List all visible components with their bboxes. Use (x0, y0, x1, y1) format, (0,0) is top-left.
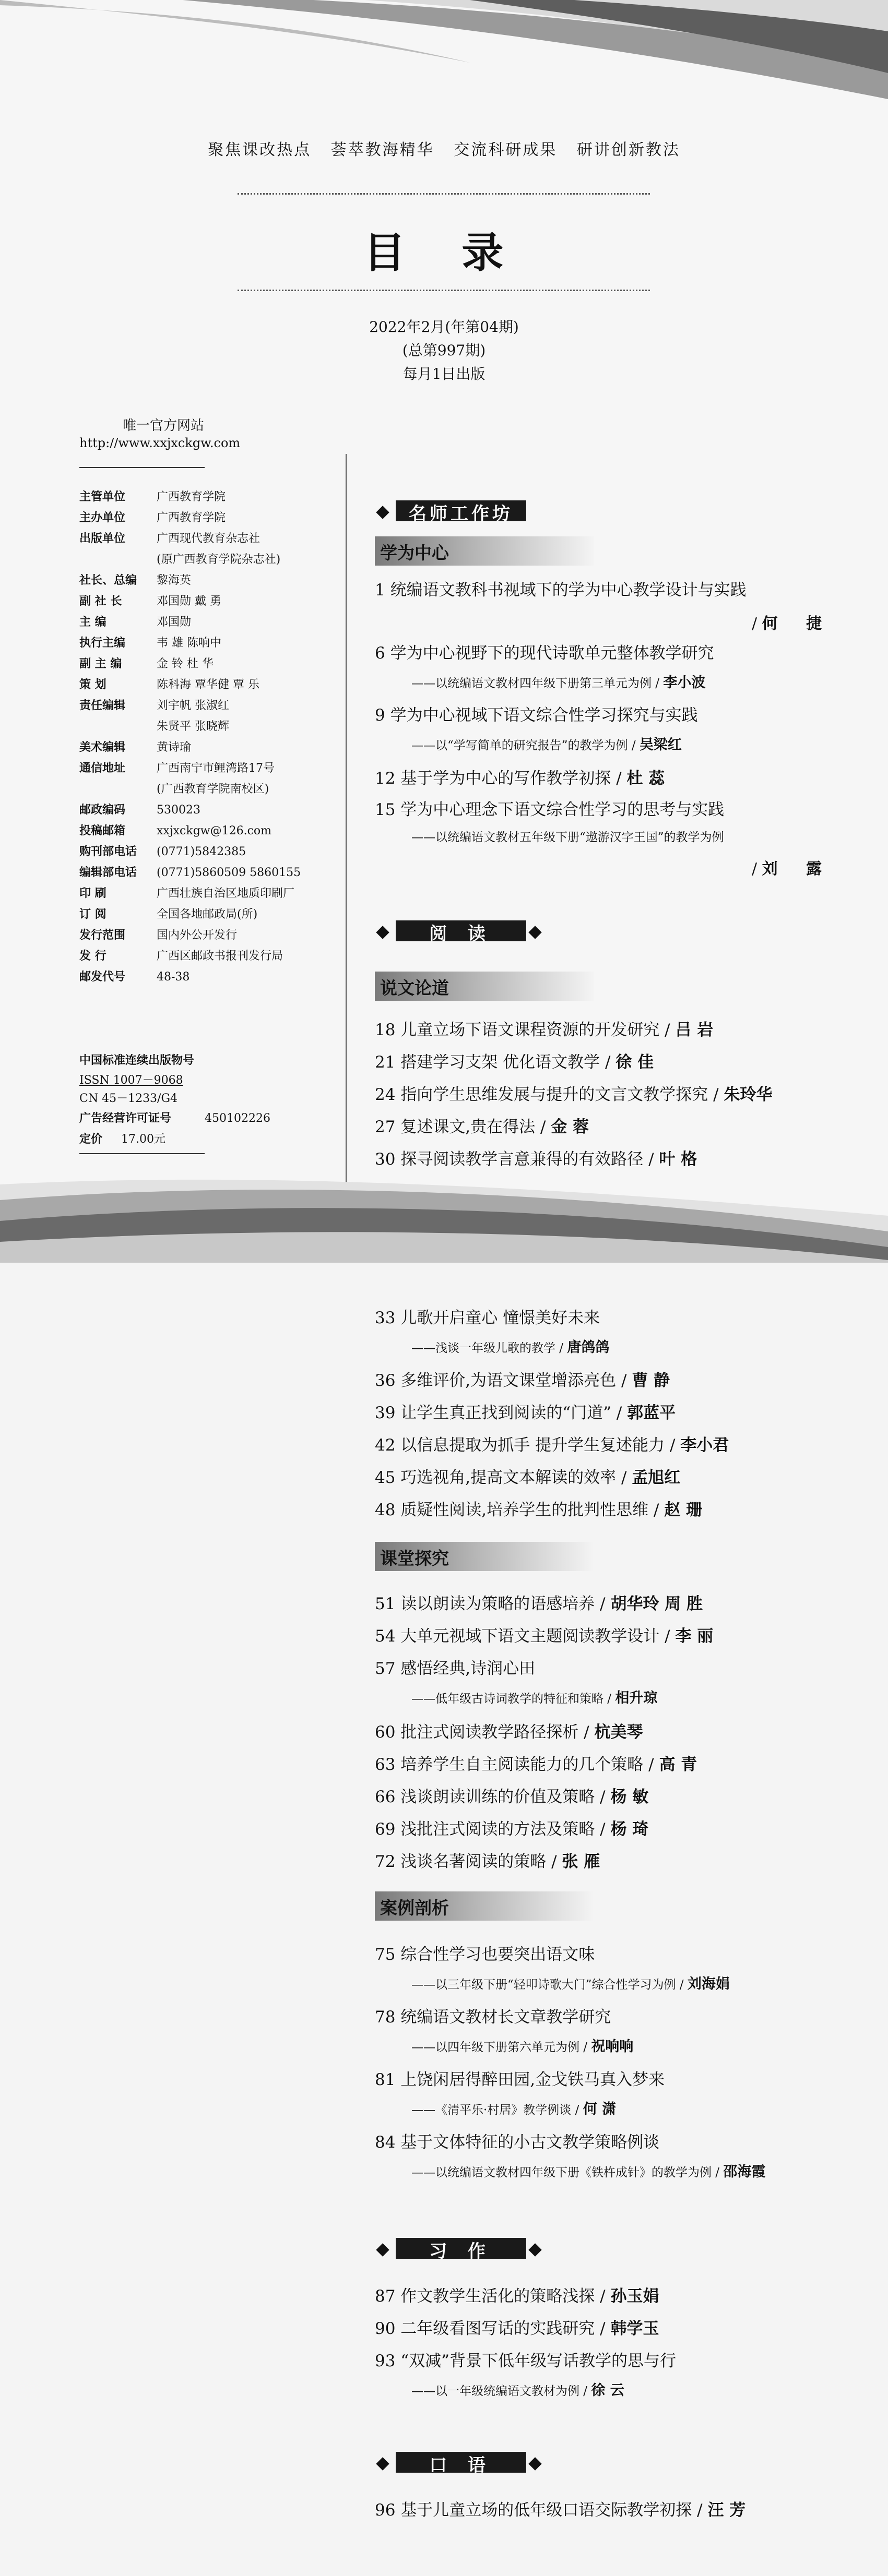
diamond-icon (376, 2457, 389, 2470)
info-row (79, 822, 271, 838)
price: 定价 17.00元 (79, 1133, 165, 1146)
sidebar-divider-2 (79, 1153, 205, 1154)
std-serial-label: 中国标准连续出版物号 (79, 1054, 195, 1067)
toc-entry[interactable]: 36 多维评价,为语文课堂增添亮色 / 曹 静 (375, 1371, 670, 1390)
info-row (79, 592, 221, 608)
info-label: 发 行 (79, 950, 106, 963)
toc-subtitle: ——以四年级下册第六单元为例 / 祝响响 (411, 2039, 634, 2055)
subsection-student-centered: 学为中心 (375, 536, 594, 566)
info-value: 金 铃 杜 华 (157, 657, 214, 670)
toc-entry[interactable]: 21 搭建学习支架 优化语文教学 / 徐 佳 (375, 1053, 654, 1072)
info-value: 邓国勋 戴 勇 (157, 595, 221, 608)
toc-entry[interactable]: 42 以信息提取为抓手 提升学生复述能力 / 李小君 (375, 1436, 729, 1455)
toc-entry[interactable]: 33 儿歌开启童心 憧憬美好未来 (375, 1309, 600, 1327)
info-value: 广西区邮政书报刊发行局 (157, 950, 283, 963)
toc-subtitle: ——《清平乐·村居》教学例谈 / 何 潇 (411, 2101, 617, 2117)
info-value: 朱贤平 张晓辉 (157, 720, 229, 733)
info-value: 全国各地邮政局(所) (157, 908, 258, 921)
toc-entry[interactable]: 15 学为中心理念下语文综合性学习的思考与实践 (375, 800, 725, 819)
info-label: 美术编辑 (79, 741, 126, 754)
diamond-icon (528, 2243, 541, 2256)
section-header-writing: 习 作 (376, 2236, 548, 2264)
info-label: 副 主 编 (79, 657, 122, 670)
info-label: 购刊部电话 (79, 845, 137, 858)
toc-entry[interactable]: 39 让学生真正找到阅读的“门道” / 郭蓝平 (375, 1404, 676, 1422)
info-label: 主办单位 (79, 511, 126, 524)
info-row (79, 759, 275, 775)
toc-entry[interactable]: 9 学为中心视域下语文综合性学习探究与实践 (375, 706, 698, 725)
info-label: 执行主编 (79, 637, 126, 650)
toc-entry[interactable]: 24 指向学生思维发展与提升的文言文教学探究 / 朱玲华 (375, 1085, 773, 1104)
info-value: 530023 (157, 804, 200, 817)
info-value: xxjxckgw@126.com (157, 824, 272, 837)
toc-entry[interactable]: 48 质疑性阅读,培养学生的批判性思维 / 赵 珊 (375, 1501, 703, 1519)
slogan-line (0, 137, 888, 160)
info-row (79, 884, 294, 901)
toc-entry[interactable]: 30 探寻阅读教学言意兼得的有效路径 / 叶 格 (375, 1150, 697, 1169)
info-label: 主 编 (79, 616, 106, 629)
section-header-workshop: 名师工作坊 (376, 498, 532, 526)
info-label: 投稿邮箱 (79, 824, 126, 837)
info-label: 邮发代号 (79, 971, 126, 984)
issue-number: (总第997期) (402, 342, 486, 359)
toc-entry[interactable]: 96 基于儿童立场的低年级口语交际教学初探 / 汪 芳 (375, 2501, 746, 2520)
toc-subtitle: ——以统编语文教材五年级下册“遨游汉字王国”的教学为例 (411, 831, 724, 844)
subsection-discussion: 说文论道 (375, 972, 594, 1001)
info-value: 广西南宁市鲤湾路17号 (157, 762, 275, 775)
info-label: 邮政编码 (79, 804, 126, 817)
toc-page-1 (0, 0, 888, 1263)
info-row (79, 717, 229, 734)
info-label: 编辑部电话 (79, 866, 137, 879)
info-label: 印 刷 (79, 887, 106, 900)
info-row (79, 905, 257, 921)
info-row (79, 676, 259, 692)
page-title: 目 录 (363, 229, 525, 277)
toc-subtitle: ——以一年级统编语文教材为例 / 徐 云 (411, 2382, 624, 2399)
info-value: (广西教育学院南校区) (157, 783, 269, 796)
info-value: 国内外公开发行 (157, 929, 238, 942)
toc-subtitle: ——以“学写简单的研究报告”的教学为例 / 吴梁红 (411, 737, 682, 753)
info-row (79, 530, 260, 546)
info-label: 责任编辑 (79, 699, 126, 712)
toc-entry[interactable]: 84 基于文体特征的小古文教学策略例谈 (375, 2133, 660, 2152)
issn: ISSN 1007－9068 (79, 1074, 183, 1087)
column-divider (346, 454, 347, 1184)
info-row (79, 801, 200, 817)
toc-entry[interactable]: 45 巧选视角,提高文本解读的效率 / 孟旭红 (375, 1468, 681, 1487)
toc-subtitle: ——以统编语文教材四年级下册《铁杵成针》的教学为例 / 邵海霞 (411, 2164, 766, 2180)
toc-entry[interactable]: 18 儿童立场下语文课程资源的开发研究 / 吕 岩 (375, 1021, 714, 1039)
toc-subtitle: ——低年级古诗词教学的特征和策略 / 相升琼 (411, 1690, 658, 1706)
info-row (79, 738, 191, 754)
cn-number: CN 45－1233/G4 (79, 1092, 178, 1105)
toc-subtitle: ——浅谈一年级儿歌的教学 / 唐鸽鸽 (411, 1339, 610, 1356)
info-row (79, 488, 226, 504)
info-value: (0771)5842385 (157, 845, 246, 858)
info-label: 副 社 长 (79, 595, 122, 608)
toc-entry[interactable]: 69 浅批注式阅读的方法及策略 / 杨 琦 (375, 1820, 649, 1839)
section-header-speaking: 口 语 (376, 2450, 548, 2478)
info-value: 48-38 (157, 971, 190, 984)
info-value: 广西现代教育杂志社 (157, 532, 261, 545)
diamond-icon (376, 506, 389, 519)
info-label: 订 阅 (79, 908, 106, 921)
info-row (79, 613, 191, 629)
issue-frequency: 每月1日出版 (402, 365, 486, 382)
bottom-wave-decoration (0, 1169, 888, 1263)
info-value: 黎海英 (157, 574, 192, 587)
subsection-case-study: 案例剖析 (375, 1891, 594, 1921)
toc-entry[interactable]: 12 基于学为中心的写作教学初探 / 杜 蕊 (375, 769, 665, 788)
info-label: 发行范围 (79, 929, 126, 942)
info-value: (原广西教育学院杂志社) (157, 553, 281, 566)
info-row (79, 655, 214, 671)
toc-entry[interactable]: 72 浅谈名著阅读的策略 / 张 雁 (375, 1852, 600, 1871)
toc-author: / 刘 露 (752, 860, 834, 878)
info-label: 主管单位 (79, 490, 126, 504)
info-row (79, 968, 190, 984)
toc-subtitle: ——以统编语文教材四年级下册第三单元为例 / 李小波 (411, 675, 706, 691)
info-row (79, 571, 191, 588)
toc-entry[interactable]: 57 感悟经典,诗润心田 (375, 1659, 536, 1678)
info-value: 刘宇帆 张淑红 (157, 699, 229, 712)
diamond-icon (376, 2243, 389, 2256)
info-value: 韦 雄 陈响中 (157, 637, 221, 650)
official-site-label: 唯一官方网站 (123, 418, 205, 434)
sidebar-divider-1 (79, 467, 205, 468)
info-value: 黄诗瑜 (157, 741, 192, 754)
info-label: 出版单位 (79, 532, 126, 545)
toc-entry[interactable]: 1 统编语文教科书视域下的学为中心教学设计与实践 (375, 581, 747, 600)
subsection-classroom: 课堂探究 (375, 1542, 594, 1571)
slogan-3: 交流科研成果 (454, 141, 558, 159)
dotted-divider-top (238, 193, 650, 195)
info-row (79, 509, 226, 525)
toc-entry[interactable]: 90 二年级看图写话的实践研究 / 韩学玉 (375, 2319, 659, 2338)
info-value: 广西教育学院 (157, 490, 226, 504)
info-label: 社长、总编 (79, 574, 137, 587)
slogan-2: 荟萃教海精华 (330, 141, 434, 159)
top-wave-decoration (0, 0, 888, 99)
info-value: (0771)5860509 5860155 (157, 866, 301, 879)
info-row (79, 864, 301, 880)
toc-entry[interactable]: 87 作文教学生活化的策略浅探 / 孙玉娟 (375, 2287, 659, 2306)
toc-entry[interactable]: 27 复述课文,贵在得法 / 金 蓉 (375, 1118, 589, 1136)
toc-entry[interactable]: 60 批注式阅读教学路径探析 / 杭美琴 (375, 1723, 643, 1742)
toc-entry[interactable]: 54 大单元视域下语文主题阅读教学设计 / 李 丽 (375, 1627, 714, 1646)
info-value: 广西壮族自治区地质印刷厂 (157, 887, 295, 900)
toc-entry[interactable]: 6 学为中心视野下的现代诗歌单元整体教学研究 (375, 644, 714, 663)
info-row (79, 550, 280, 567)
toc-subtitle: ——以三年级下册“轻叩诗歌大门”综合性学习为例 / 刘海娟 (411, 1976, 730, 1992)
info-row (79, 697, 229, 713)
slogan-1: 聚焦课改热点 (208, 141, 312, 159)
toc-entry[interactable]: 75 综合性学习也要突出语文味 (375, 1945, 595, 1964)
toc-entry[interactable]: 63 培养学生自主阅读能力的几个策略 / 高 青 (375, 1755, 697, 1774)
diamond-icon (376, 926, 389, 939)
diamond-icon (528, 926, 541, 939)
info-row (79, 947, 283, 963)
info-row (79, 926, 237, 942)
info-label: 策 划 (79, 678, 106, 691)
info-row (79, 634, 221, 650)
toc-entry[interactable]: 78 统编语文教材长文章教学研究 (375, 2008, 611, 2027)
info-value: 陈科海 覃华健 覃 乐 (157, 678, 259, 691)
official-site-url[interactable]: http://www.xxjxckgw.com (79, 436, 241, 450)
slogan-4: 研讲创新教法 (576, 141, 680, 159)
info-row (79, 843, 246, 859)
ad-license: 广告经营许可证号 450102226 (79, 1112, 270, 1125)
info-value: 广西教育学院 (157, 511, 226, 524)
info-row (79, 780, 269, 796)
toc-author: / 何 捷 (752, 615, 834, 633)
section-header-reading: 阅 读 (376, 918, 532, 946)
toc-page-2 (0, 1263, 888, 2576)
toc-entry[interactable]: 66 浅谈朗读训练的价值及策略 / 杨 敏 (375, 1788, 649, 1806)
toc-entry[interactable]: 93 “双减”背景下低年级写话教学的思与行 (375, 2352, 676, 2370)
dotted-divider-bottom (238, 290, 650, 291)
diamond-icon (528, 2457, 541, 2470)
info-value: 邓国勋 (157, 616, 192, 629)
info-label: 通信地址 (79, 762, 126, 775)
toc-entry[interactable]: 81 上饶闲居得醉田园,金戈铁马真入梦来 (375, 2070, 665, 2089)
toc-entry[interactable]: 51 读以朗读为策略的语感培养 / 胡华玲 周 胜 (375, 1595, 703, 1613)
issue-date: 2022年2月(年第04期) (369, 318, 519, 336)
